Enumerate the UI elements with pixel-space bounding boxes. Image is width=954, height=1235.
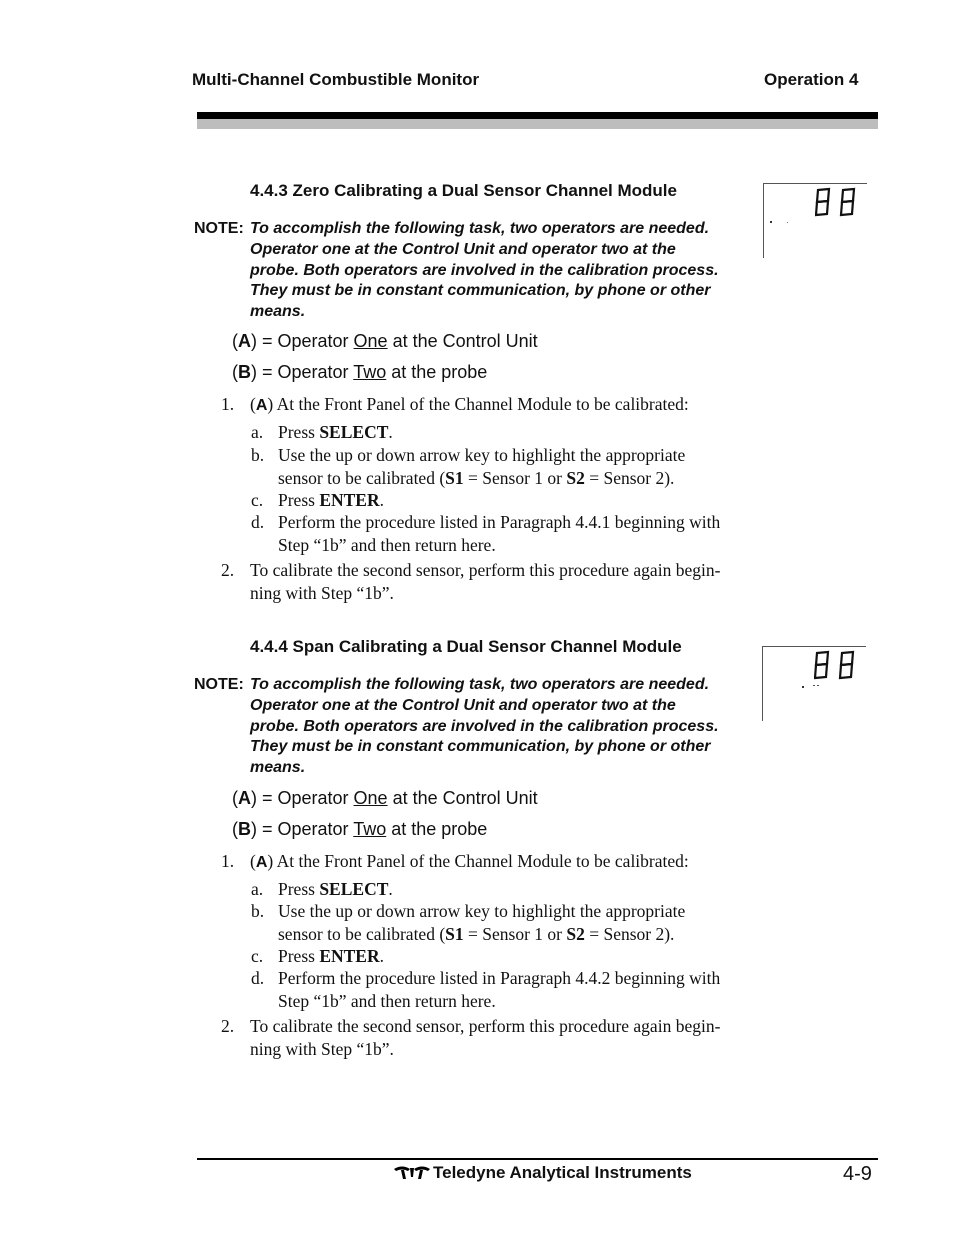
substep-letter: c. [251, 946, 264, 966]
substep-c-text: Press ENTER. [278, 946, 384, 966]
note-line: Operator one at the Control Unit and operator two at the [250, 240, 676, 258]
step-2-text: To calibrate the second sensor, perform this procedure again begin- ning with Step “1b”. [250, 1016, 721, 1059]
note-line: To accomplish the following task, two operators are needed. [250, 676, 710, 693]
note-label: NOTE: [194, 676, 244, 693]
note-label: NOTE: [194, 220, 244, 237]
substep-letter: c. [251, 490, 264, 510]
substep-d-text: Perform the procedure listed in Paragraph 4.4.2 beginning with Step “1b” and then return here. [278, 968, 721, 1011]
note-body [250, 219, 770, 323]
substep-letter: d. [251, 968, 265, 988]
step-1-text: (A) At the Front Panel of the Channel Module to be calibrated: [250, 851, 689, 871]
section-title: 4.4.3 Zero Calibrating a Dual Sensor Channel Module [250, 181, 677, 200]
operator-a-line: (A) = Operator One at the Control Unit [232, 331, 538, 351]
step-1-text: (A) At the Front Panel of the Channel Module to be calibrated: [250, 394, 689, 414]
header-title: Multi-Channel Combustible Monitor [192, 70, 480, 89]
note-line: Operator one at the Control Unit and operator two at the [250, 696, 676, 714]
operator-b-line: (B) = Operator Two at the probe [232, 362, 488, 382]
substep-letter: d. [251, 512, 265, 532]
header-rule [197, 112, 878, 119]
step-number: 1. [221, 851, 235, 871]
operator-b-line: (B) = Operator Two at the probe [232, 819, 488, 839]
substep-b-text: Use the up or down arrow key to highlight the appropriate sensor to be calibrated (S1 = Sensor 1 or S2 = Sensor 2). [278, 901, 686, 944]
footer-rule [197, 1158, 878, 1160]
operator-a-line: (A) = Operator One at the Control Unit [232, 788, 538, 808]
substep-letter: a. [251, 879, 264, 899]
step-number: 2. [221, 1016, 235, 1036]
substep-d-text: Perform the procedure listed in Paragraph 4.4.1 beginning with Step “1b” and then return here. [278, 512, 721, 555]
substep-a-text: Press SELECT. [278, 879, 393, 899]
step-number: 1. [221, 394, 235, 414]
note-line: probe. Both operators are involved in the calibration process. [250, 261, 719, 279]
footer-company: Teledyne Analytical Instruments [433, 1163, 692, 1182]
header-rule-shadow [197, 119, 878, 129]
substep-b-text: Use the up or down arrow key to highlight the appropriate sensor to be calibrated (S1 = Sensor 1 or S2 = Sensor 2). [278, 445, 686, 488]
lcd-display-icon [762, 646, 866, 721]
page-number: 4-9 [843, 1163, 872, 1185]
note-line: means. [250, 759, 306, 777]
note-line: They must be in constant communication, by phone or other [250, 738, 711, 756]
note-line: probe. Both operators are involved in the calibration process. [250, 717, 719, 735]
substep-c-text: Press ENTER. [278, 490, 384, 510]
step-2-text: To calibrate the second sensor, perform this procedure again begin- ning with Step “1b”. [250, 560, 721, 603]
note-line: To accomplish the following task, two operators are needed. [250, 220, 710, 237]
note-line: They must be in constant communication, by phone or other [250, 282, 711, 300]
lcd-display-icon [763, 183, 867, 258]
substep-letter: a. [251, 422, 264, 442]
substep-letter: b. [251, 445, 265, 465]
substep-a-text: Press SELECT. [278, 422, 393, 442]
step-number: 2. [221, 560, 235, 580]
substep-letter: b. [251, 901, 265, 921]
note-line: means. [250, 303, 306, 321]
header-section: Operation 4 [764, 70, 859, 89]
note-body [250, 675, 770, 779]
teledyne-logo-icon [393, 1163, 431, 1181]
section-title: 4.4.4 Span Calibrating a Dual Sensor Channel Module [250, 637, 682, 656]
